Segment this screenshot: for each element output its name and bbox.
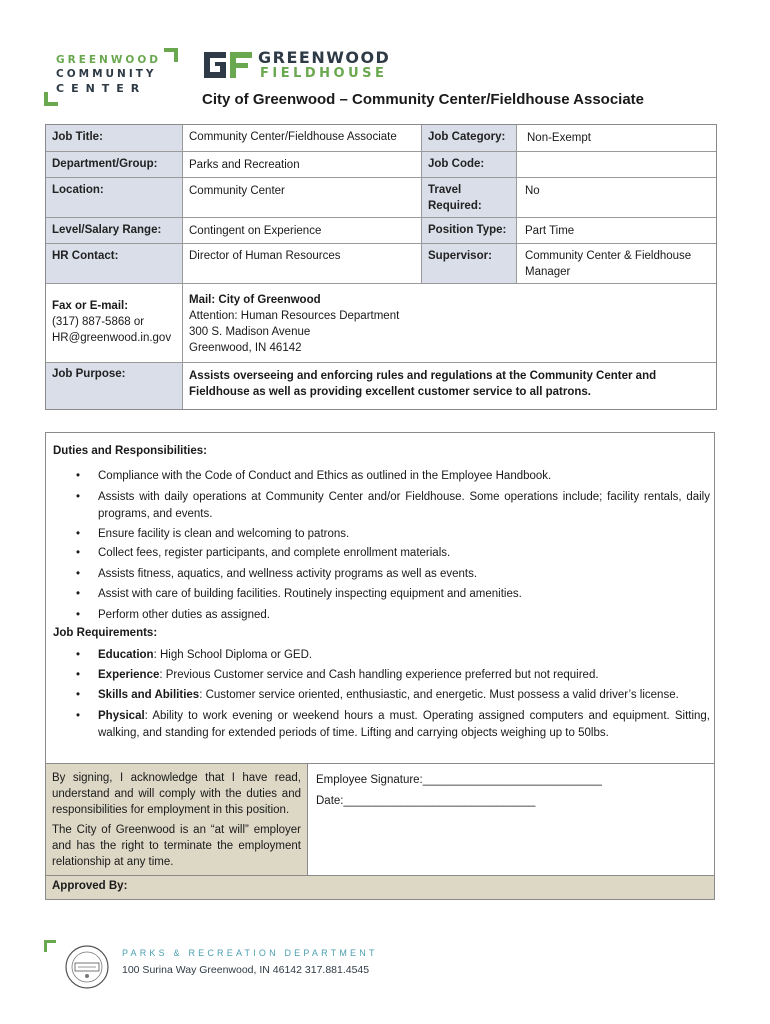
bullet-icon: •: [76, 710, 81, 722]
department-label: Department/Group:: [46, 152, 182, 177]
document-title: City of Greenwood – Community Center/Fieldhouse Associate: [202, 91, 645, 108]
duty-item: Collect fees, register participants, and complete enrollment materials.: [98, 547, 451, 559]
acknowledgement-text: By signing, I acknowledge that I have read, understand and will comply with the duties and responsibilities for employment in this position.: [52, 772, 301, 816]
level-value: Contingent on Experience: [189, 225, 322, 237]
bullet-icon: •: [76, 528, 81, 540]
duties-heading: Duties and Responsibilities:: [53, 445, 207, 457]
fax-email-label: Fax or E-mail:: [52, 300, 129, 312]
department-value: Parks and Recreation: [189, 159, 300, 171]
requirement-item: [98, 708, 710, 741]
job-info-table: [45, 124, 717, 410]
bullet-icon: •: [76, 669, 81, 681]
mail-label: Mail: City of Greenwood: [189, 294, 321, 306]
job-purpose-value: Assists overseeing and enforcing rules and regulations at the Community Center and Fieldhouse as well as providing excellent customer service to all patrons.: [189, 370, 657, 398]
mail-line-2: 300 S. Madison Avenue: [189, 326, 311, 338]
footer-corner-icon: [44, 940, 56, 952]
fieldhouse-logo-greenwood-text: GREENWOOD: [258, 48, 391, 67]
grid-line: [421, 125, 422, 283]
job-code-value: [517, 152, 715, 177]
grid-line: [46, 177, 716, 178]
duties-box: [45, 432, 715, 900]
duty-item: Assists with daily operations at Community Center and/or Fieldhouse. Some operations include; facility rentals, daily programs, and events.: [98, 491, 710, 520]
logo-corner-icon: [44, 92, 58, 106]
job-category-value: Non-Exempt: [527, 132, 591, 144]
footer-address: 100 Surina Way Greenwood, IN 46142 317.881.4545: [122, 964, 370, 976]
duty-item: Assist with care of building facilities. Routinely inspecting equipment and amenities.: [98, 588, 522, 600]
mail-address-block: [183, 284, 713, 362]
signature-panel: [308, 763, 714, 875]
job-purpose-label: Job Purpose:: [46, 362, 182, 409]
position-type-label: Position Type:: [422, 218, 516, 243]
bullet-icon: •: [76, 649, 81, 661]
requirement-item: [98, 667, 710, 684]
bullet-icon: •: [76, 689, 81, 701]
location-label: Location:: [46, 178, 182, 217]
mail-line-3: Greenwood, IN 46142: [189, 342, 302, 354]
at-will-text: The City of Greenwood is an “at will” employer and has the right to terminate the employment relationship at any time.: [52, 824, 301, 868]
bullet-icon: •: [76, 547, 81, 559]
requirement-text: : Customer service oriented, enthusiastic, and energetic. Must possess a valid driver’s license.: [199, 689, 679, 701]
requirement-text: : Previous Customer service and Cash handling experience preferred but not required.: [159, 669, 599, 681]
travel-value: No: [525, 185, 540, 197]
requirement-label: Education: [98, 649, 154, 661]
fax-phone: (317) 887-5868 or: [52, 316, 145, 328]
requirement-text: : High School Diploma or GED.: [153, 649, 313, 661]
city-seal-icon: [64, 944, 110, 990]
job-title-value: Community Center/Fieldhouse Associate: [189, 131, 397, 143]
supervisor-value: Community Center & Fieldhouse Manager: [525, 250, 692, 278]
bullet-icon: •: [76, 588, 81, 600]
grid-line: [46, 151, 716, 152]
grid-line: [516, 125, 517, 283]
requirement-text: : Ability to work evening or weekend hours a must. Operating assigned computers and equipment. Sitting, walking, and standing for extended periods of time. Lifting and carrying objects weighing up to 50lbs.: [98, 710, 710, 739]
bullet-icon: •: [76, 609, 81, 621]
job-title-label: Job Title:: [46, 125, 182, 151]
supervisor-label: Supervisor:: [422, 244, 516, 283]
approved-by-field[interactable]: Approved By:: [46, 875, 714, 899]
grid-line: [46, 217, 716, 218]
duty-item: Assists fitness, aquatics, and wellness activity programs as well as events.: [98, 568, 478, 580]
grid-line: [182, 125, 183, 409]
position-type-value: Part Time: [525, 225, 575, 237]
acknowledgement-panel: [46, 763, 308, 875]
fax-email: HR@greenwood.in.gov: [52, 332, 172, 344]
requirement-item: [98, 687, 710, 704]
fieldhouse-logo: [200, 48, 400, 86]
footer-department: PARKS & RECREATION DEPARTMENT: [122, 948, 378, 958]
grid-line: [46, 283, 716, 284]
location-value: Community Center: [189, 185, 285, 197]
bullet-icon: •: [76, 568, 81, 580]
logo-corner-icon: [164, 48, 178, 62]
date-field[interactable]: Date:______________________________: [316, 795, 536, 807]
employee-signature-field[interactable]: Employee Signature:____________________________: [316, 774, 602, 786]
duty-item: Ensure facility is clean and welcoming to patrons.: [98, 528, 350, 540]
requirement-label: Skills and Abilities: [98, 689, 200, 701]
job-category-label: Job Category:: [422, 125, 516, 151]
logo-center-text: CENTER: [56, 82, 147, 95]
job-code-label: Job Code:: [422, 152, 516, 177]
fieldhouse-logo-fieldhouse-text: FIELDHOUSE: [260, 66, 388, 81]
bullet-icon: •: [76, 491, 81, 503]
grid-line: [46, 362, 716, 363]
community-center-logo: [44, 48, 184, 110]
requirement-label: Experience: [98, 669, 160, 681]
duty-item: Perform other duties as assigned.: [98, 609, 270, 621]
gf-mark-icon: [200, 48, 254, 82]
hr-contact-value: Director of Human Resources: [189, 250, 341, 262]
duty-item: Compliance with the Code of Conduct and Ethics as outlined in the Employee Handbook.: [98, 470, 552, 482]
level-label: Level/Salary Range:: [46, 218, 182, 243]
requirement-item: [98, 647, 710, 664]
mail-line-1: Attention: Human Resources Department: [189, 310, 400, 322]
hr-contact-label: HR Contact:: [46, 244, 182, 283]
travel-label: Travel Required:: [422, 178, 516, 217]
bullet-icon: •: [76, 470, 81, 482]
requirements-heading: Job Requirements:: [53, 627, 158, 639]
logo-greenwood-text: GREENWOOD: [56, 54, 161, 66]
grid-line: [46, 243, 716, 244]
fax-email-block: [46, 284, 182, 362]
requirement-label: Physical: [98, 710, 145, 722]
logo-community-text: COMMUNITY: [56, 68, 157, 80]
